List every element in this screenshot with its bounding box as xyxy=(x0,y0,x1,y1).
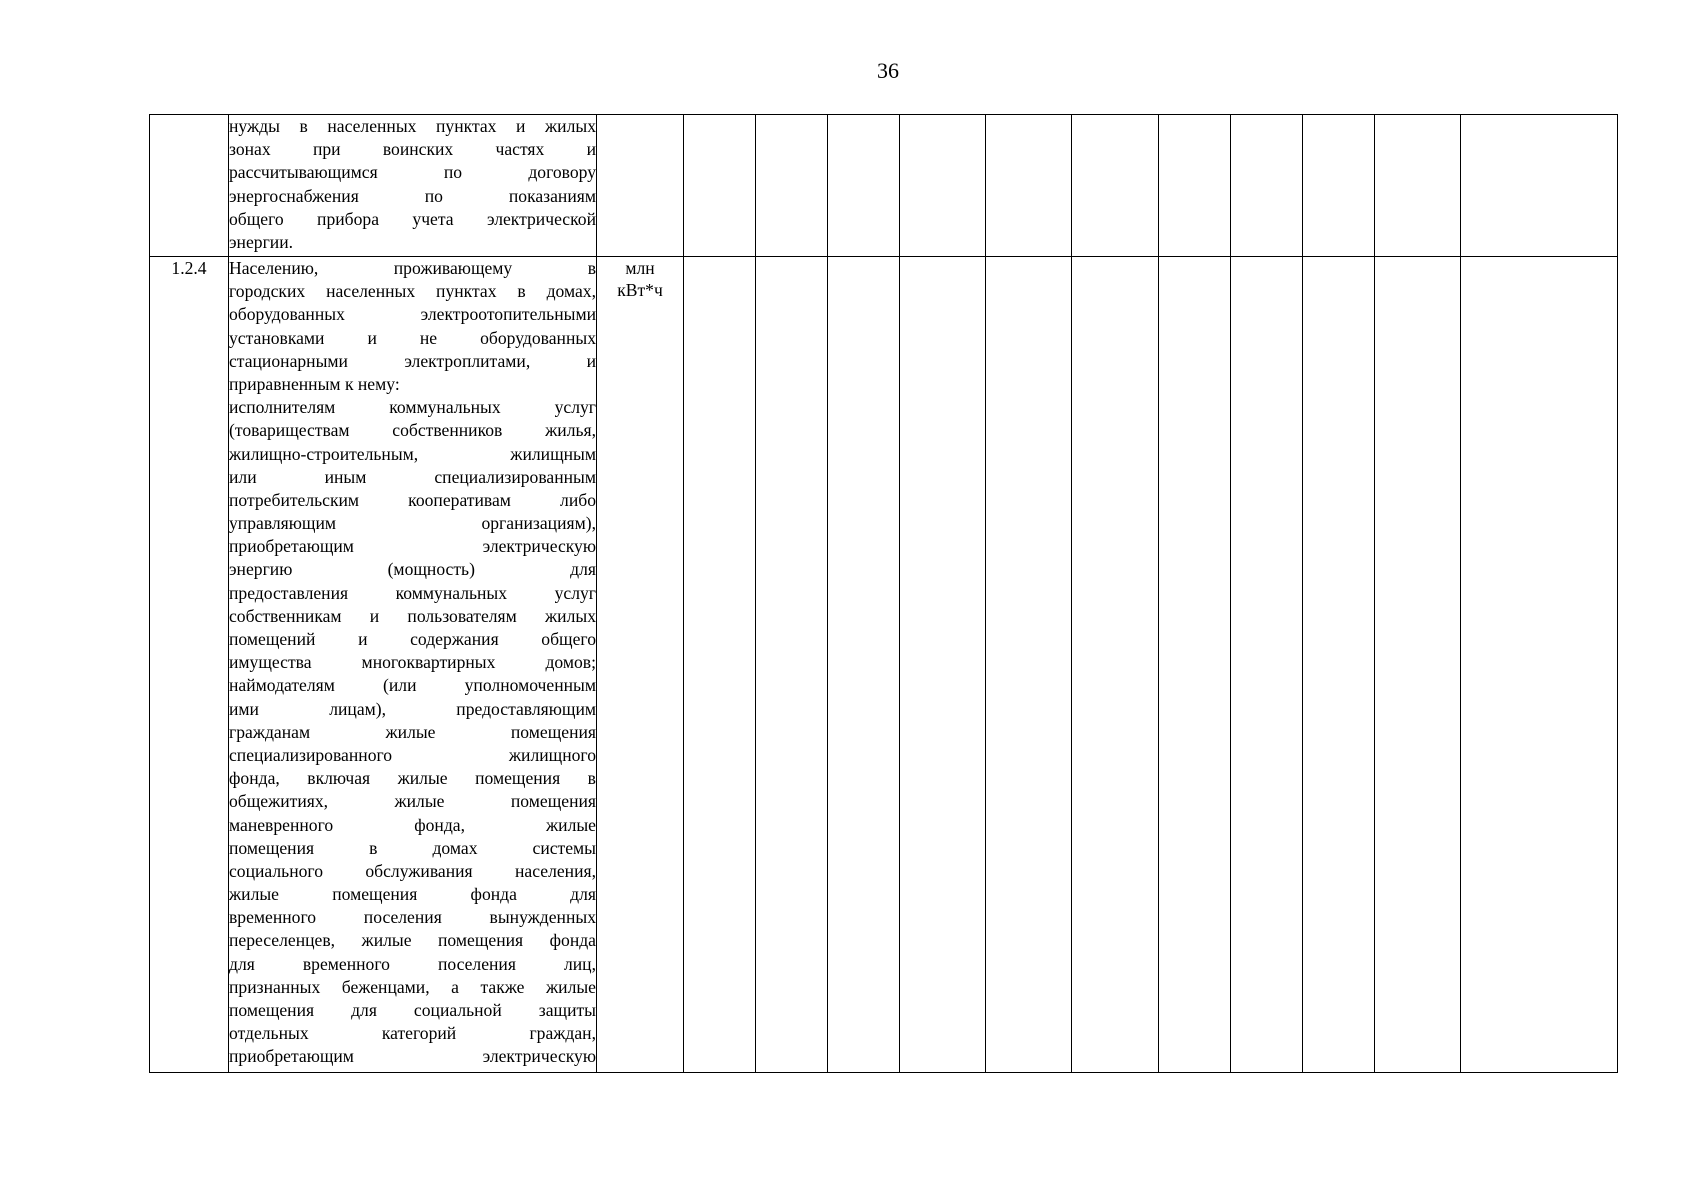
row-number xyxy=(150,115,229,257)
description-line: для временного поселения лиц, xyxy=(229,953,596,974)
description-line: признанных беженцами, а также жилые xyxy=(229,976,596,997)
row-description xyxy=(229,257,597,1073)
row-number: 1.2.4 xyxy=(150,257,229,1073)
value-cell xyxy=(1231,115,1303,257)
value-cell xyxy=(1303,115,1375,257)
description-line: ими лицам), предоставляющим xyxy=(229,698,596,719)
description-line: потребительским кооперативам либо xyxy=(229,489,596,510)
page-number: 36 xyxy=(877,58,899,83)
description-line: временного поселения вынужденных xyxy=(229,907,596,928)
description-line: энергии. xyxy=(229,231,294,252)
description-line: общего прибора учета электрической xyxy=(229,208,596,229)
value-cell xyxy=(1375,115,1461,257)
value-cell xyxy=(986,115,1072,257)
description-line: гражданам жилые помещения xyxy=(229,721,596,742)
table-row xyxy=(150,257,1618,1073)
description-line: общежитиях, жилые помещения xyxy=(229,791,596,812)
value-cell xyxy=(684,115,756,257)
unit-cell xyxy=(597,115,684,257)
row-description xyxy=(229,115,597,257)
value-cell xyxy=(1461,115,1618,257)
description-line: маневренного фонда, жилые xyxy=(229,814,596,835)
value-cell xyxy=(1072,257,1159,1073)
description-line: наймодателям (или уполномоченным xyxy=(229,675,596,696)
value-cell xyxy=(1159,257,1231,1073)
value-cell xyxy=(756,257,828,1073)
description-line: специализированного жилищного xyxy=(229,744,596,765)
unit-cell xyxy=(597,257,684,1073)
value-cell xyxy=(900,115,986,257)
value-cell xyxy=(1159,115,1231,257)
description-line: жилые помещения фонда для xyxy=(229,884,596,905)
description-line: установками и не оборудованных xyxy=(229,327,596,348)
description-line: фонда, включая жилые помещения в xyxy=(229,768,596,789)
description-line: жилищно-строительным, жилищным xyxy=(229,443,596,464)
value-cell xyxy=(1375,257,1461,1073)
description-line: имущества многоквартирных домов; xyxy=(229,652,596,673)
description-line: предоставления коммунальных услуг xyxy=(229,582,596,603)
description-line: помещения в домах системы xyxy=(229,837,596,858)
value-cell xyxy=(1461,257,1618,1073)
description-line: нужды в населенных пунктах и жилых xyxy=(229,116,596,136)
value-cell xyxy=(1072,115,1159,257)
description-line: городских населенных пунктах в домах, xyxy=(229,281,596,302)
description-line: рассчитывающимся по договору xyxy=(229,162,596,183)
value-cell xyxy=(986,257,1072,1073)
value-cell xyxy=(1303,257,1375,1073)
description-line: исполнителям коммунальных услуг xyxy=(229,397,596,418)
description-line: энергию (мощность) для xyxy=(229,559,596,580)
value-cell xyxy=(756,115,828,257)
description-line: (товариществам собственников жилья, xyxy=(229,420,596,441)
value-cell xyxy=(900,257,986,1073)
description-line: приравненным к нему: xyxy=(229,373,400,394)
description-line: приобретающим электрическую xyxy=(229,536,596,557)
description-line: отдельных категорий граждан, xyxy=(229,1023,596,1044)
description-line: приобретающим электрическую xyxy=(229,1046,596,1067)
unit-text xyxy=(597,257,683,301)
description-line: социального обслуживания населения, xyxy=(229,860,596,881)
description-line: оборудованных электроотопительными xyxy=(229,304,596,325)
unit-line: млн xyxy=(625,258,655,278)
unit-line: кВт*ч xyxy=(617,280,663,300)
value-cell xyxy=(828,115,900,257)
description-line: помещений и содержания общего xyxy=(229,629,596,649)
value-cell xyxy=(828,257,900,1073)
description-line: зонах при воинских частях и xyxy=(229,139,596,160)
tariff-table xyxy=(149,114,1618,1073)
description-line: собственникам и пользователям жилых xyxy=(229,605,596,626)
description-line: переселенцев, жилые помещения фонда xyxy=(229,930,596,951)
description-line: Населению, проживающему в xyxy=(229,258,596,278)
value-cell xyxy=(684,257,756,1073)
table-row xyxy=(150,115,1618,257)
description-line: стационарными электроплитами, и xyxy=(229,350,596,371)
description-line: управляющим организациям), xyxy=(229,513,596,534)
description-line: энергоснабжения по показаниям xyxy=(229,185,596,206)
description-line: или иным специализированным xyxy=(229,466,596,487)
description-line: помещения для социальной защиты xyxy=(229,1000,596,1020)
value-cell xyxy=(1231,257,1303,1073)
